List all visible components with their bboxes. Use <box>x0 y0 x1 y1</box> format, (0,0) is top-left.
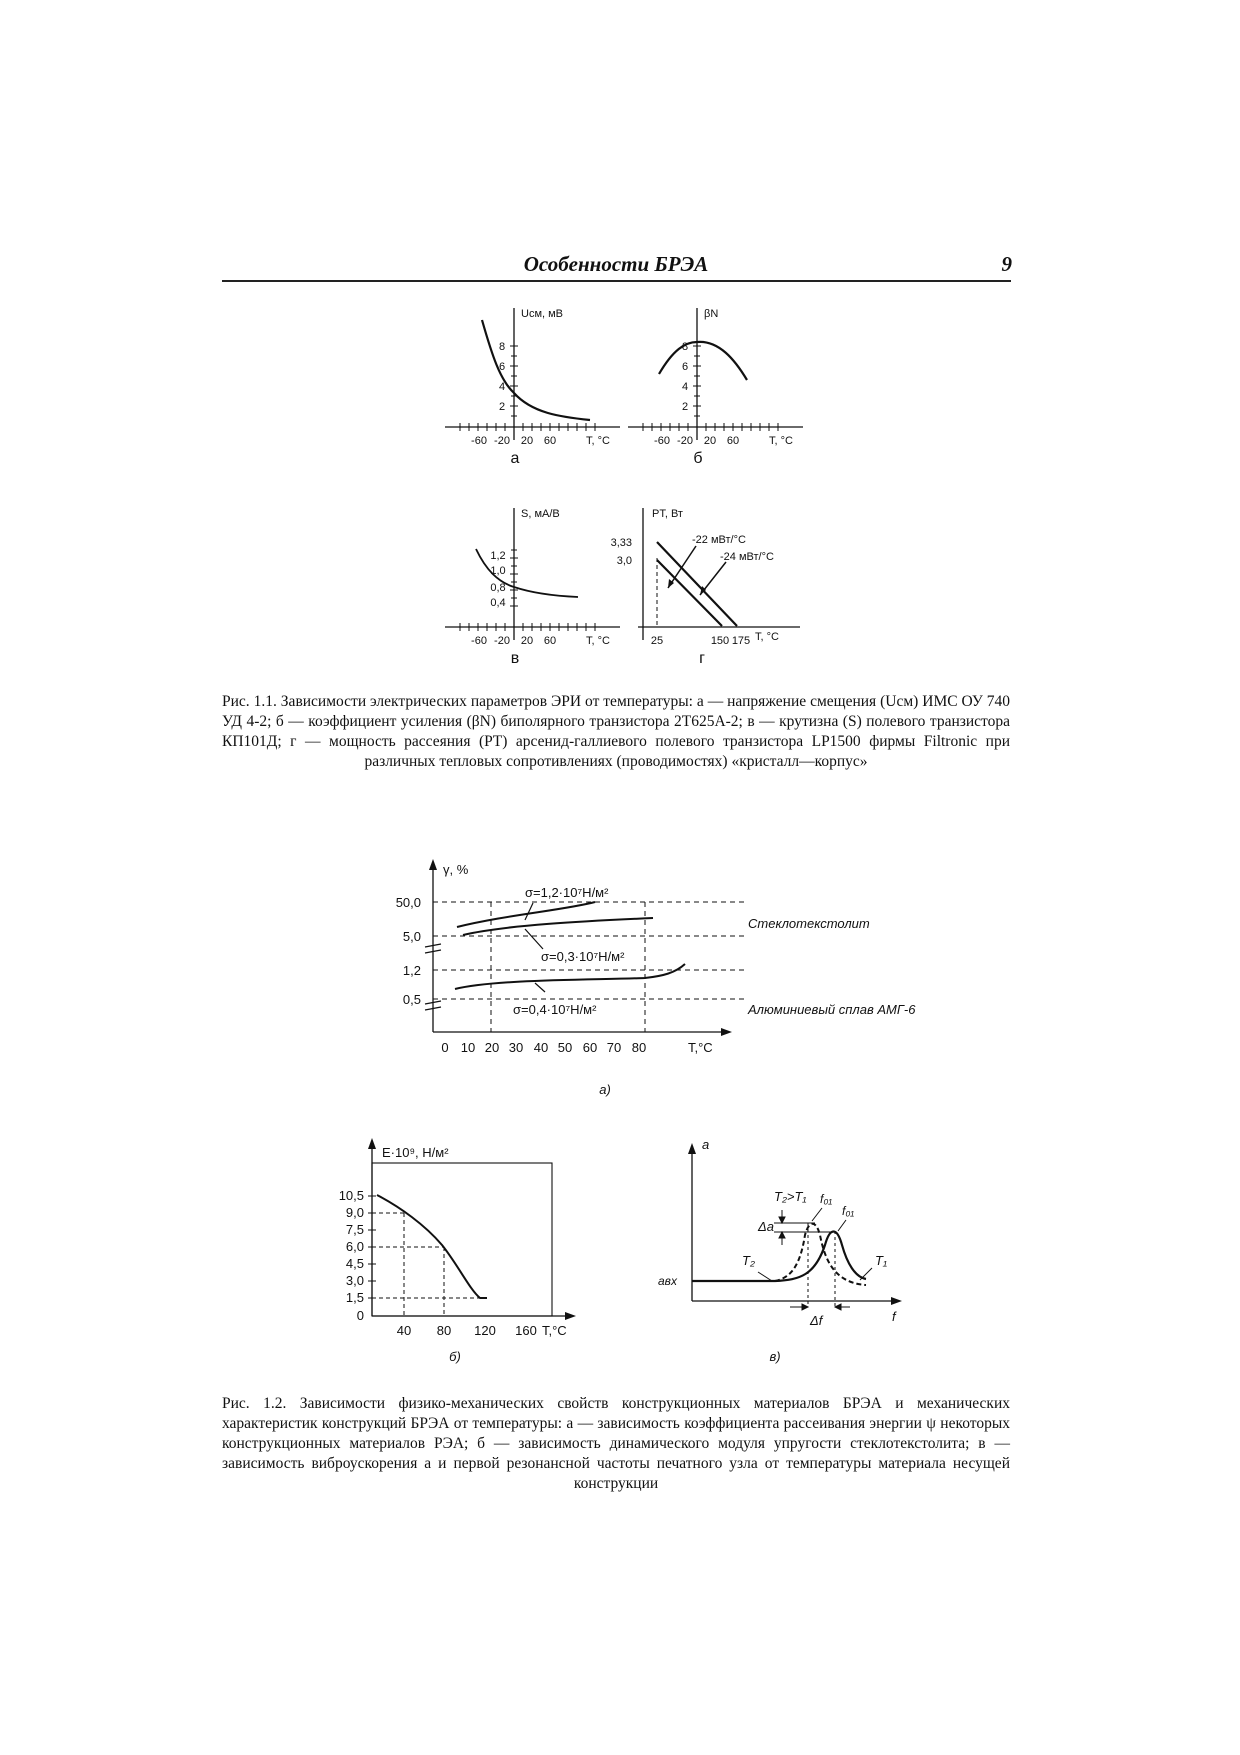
leader-line <box>525 903 533 920</box>
x-axis-label: T,°C <box>688 1040 713 1055</box>
plot-frame <box>372 1163 552 1316</box>
arrowhead <box>688 1143 696 1154</box>
y-tick: 1,5 <box>345 1290 364 1305</box>
y-tick: 50,0 <box>395 895 421 910</box>
x-tick: 80 <box>436 1323 452 1338</box>
figure-1-1-caption: Рис. 1.1. Зависимости электрических параметров ЭРИ от температуры: а — напряжение смещения (Uсм) ИМС ОУ 740 УД 4-2; б — коэффициент усиления (βN) биполярного транзистора 2Т625А-2; в — крутизна (S) полевого транзистора КП101Д; г — мощность рассеяния (PТ) арсенид-галлиевого полевого транзистора LP1500 фирмы Filtronic при различных тепловых сопротивлениях (проводимостях) «кристалл—корпус» <box>222 693 1010 770</box>
y-tick: 2 <box>681 401 689 413</box>
y-tick: 4 <box>498 381 506 393</box>
running-title: Особенности БРЭА <box>523 252 709 276</box>
x-axis-label: T, °C <box>755 631 779 643</box>
stress-annotation: σ=0,3·10⁷Н/м² <box>541 949 625 964</box>
x-tick: 0 <box>356 1308 364 1323</box>
curve-T1 <box>692 1232 866 1282</box>
x-tick: -60 <box>471 435 487 447</box>
curve <box>455 964 685 989</box>
panel-label: а <box>510 450 520 467</box>
x-tick: 20 <box>520 635 534 647</box>
panel-label: б) <box>449 1349 461 1364</box>
stress-annotation: σ=1,2·10⁷Н/м² <box>525 885 609 900</box>
material-label: Стеклотекстолит <box>748 916 870 931</box>
fig-1-1-a <box>440 300 630 470</box>
x-tick: 25 <box>650 635 664 647</box>
y-axis-label: PТ, Вт <box>652 508 683 520</box>
f01-label: f₀₁ <box>842 1204 855 1218</box>
x-tick: 10 <box>460 1040 476 1055</box>
y-tick: 3,0 <box>616 555 632 567</box>
figure-1-2-caption: Рис. 1.2. Зависимости физико-механических свойств конструкционных материалов БРЭА и механических характеристик конструкций БРЭА от температуры: а — зависимость коэффициента рассеивания энергии ψ некоторых конструкционных материалов РЭА; б — зависимость динамического модуля упругости стеклотекстолита; в — зависимость виброускорения a и первой резонансной частоты печатного узла от температуры материала несущей конструкции <box>222 1395 1010 1492</box>
slope-annotation: -22 мВт/°С <box>692 534 746 546</box>
temperature-relation: T₂>T₁ <box>774 1189 807 1204</box>
y-tick: 8 <box>681 341 689 353</box>
y-axis-label: S, мА/В <box>521 508 560 520</box>
x-tick: 40 <box>533 1040 549 1055</box>
x-tick: 50 <box>557 1040 573 1055</box>
series-line <box>657 560 722 626</box>
y-axis-label: E·10⁹, Н/м² <box>382 1145 449 1160</box>
f01-label: f₀₁ <box>820 1192 833 1206</box>
y-tick: 3,0 <box>345 1273 364 1288</box>
x-axis-label: T,°C <box>542 1323 567 1338</box>
y-tick: 10,5 <box>338 1188 364 1203</box>
leader-line <box>535 983 545 992</box>
y-tick: 2 <box>498 401 506 413</box>
curve <box>659 342 747 380</box>
x-tick: -20 <box>677 435 693 447</box>
y-axis-label: a <box>702 1137 710 1152</box>
y-tick: 1,2 <box>402 963 421 978</box>
panel-label: а) <box>599 1082 611 1097</box>
y-tick: 7,5 <box>345 1222 364 1237</box>
arrowhead <box>891 1297 902 1305</box>
fig-1-2-b <box>330 1135 590 1365</box>
x-tick: 20 <box>484 1040 500 1055</box>
y-tick: 4 <box>681 381 689 393</box>
y-tick: 0,5 <box>402 992 421 1007</box>
x-tick: -60 <box>654 435 670 447</box>
x-tick: 70 <box>606 1040 622 1055</box>
fig-1-1-g <box>600 500 810 670</box>
material-label: Алюминиевый сплав АМГ-6 <box>748 1002 916 1017</box>
leader-line <box>525 929 543 949</box>
y-tick: 6,0 <box>345 1239 364 1254</box>
x-tick: 175 <box>731 635 751 647</box>
arrowhead <box>721 1028 732 1036</box>
panel-label: в <box>510 650 520 667</box>
arrowhead <box>565 1312 576 1320</box>
delta-f-label: Δf <box>810 1313 823 1328</box>
t2-label: T₂ <box>742 1253 755 1268</box>
x-tick: 40 <box>396 1323 412 1338</box>
x-tick: 20 <box>520 435 534 447</box>
x-tick: 60 <box>543 435 557 447</box>
fig-1-2-v <box>650 1135 920 1365</box>
y-tick: 6 <box>681 361 689 373</box>
fig-1-1-b <box>623 300 813 470</box>
x-tick: 150 <box>710 635 730 647</box>
x-tick: -20 <box>494 435 510 447</box>
x-axis-label: f <box>892 1309 896 1324</box>
y-axis-label: γ, % <box>443 862 469 877</box>
x-axis-label: T, °C <box>586 435 610 447</box>
x-tick: 60 <box>726 435 740 447</box>
slope-annotation: -24 мВт/°С <box>720 551 774 563</box>
y-tick: 8 <box>498 341 506 353</box>
y-axis-label: Uсм, мВ <box>521 308 564 320</box>
y-tick: 3,33 <box>610 537 632 549</box>
page-number: 9 <box>1001 252 1012 276</box>
panel-label: б <box>693 450 703 467</box>
y-tick: 6 <box>498 361 506 373</box>
y-tick: 1,0 <box>490 565 506 577</box>
x-tick: 20 <box>703 435 717 447</box>
arrowhead <box>368 1138 376 1149</box>
x-axis-label: T, °C <box>769 435 793 447</box>
panel-label: г <box>699 650 705 667</box>
x-tick: 120 <box>474 1323 496 1338</box>
fig-1-2-a <box>395 857 916 1102</box>
x-tick: 60 <box>543 635 557 647</box>
y-tick: 1,2 <box>490 550 506 562</box>
y-tick: 5,0 <box>402 929 421 944</box>
x-tick: 80 <box>631 1040 647 1055</box>
y-tick: 9,0 <box>345 1205 364 1220</box>
x-tick: 0 <box>441 1040 449 1055</box>
t1-label: T₁ <box>875 1253 888 1268</box>
input-level-label: aвх <box>658 1274 677 1288</box>
x-tick: -20 <box>494 635 510 647</box>
x-tick: 160 <box>515 1323 537 1338</box>
stress-annotation: σ=0,4·10⁷Н/м² <box>513 1002 597 1017</box>
panel-label: в) <box>769 1349 781 1364</box>
header-rule <box>222 280 1011 282</box>
curve <box>457 902 595 927</box>
y-axis-label: βN <box>704 308 719 320</box>
y-tick: 4,5 <box>345 1256 364 1271</box>
x-tick: 60 <box>582 1040 598 1055</box>
delta-a-label: Δa <box>758 1219 774 1234</box>
y-tick: 0,4 <box>490 597 506 609</box>
arrowhead <box>429 859 437 870</box>
y-tick: 0,8 <box>490 582 506 594</box>
x-tick: -60 <box>471 635 487 647</box>
x-axis-label: T, °C <box>586 635 610 647</box>
x-tick: 30 <box>508 1040 524 1055</box>
